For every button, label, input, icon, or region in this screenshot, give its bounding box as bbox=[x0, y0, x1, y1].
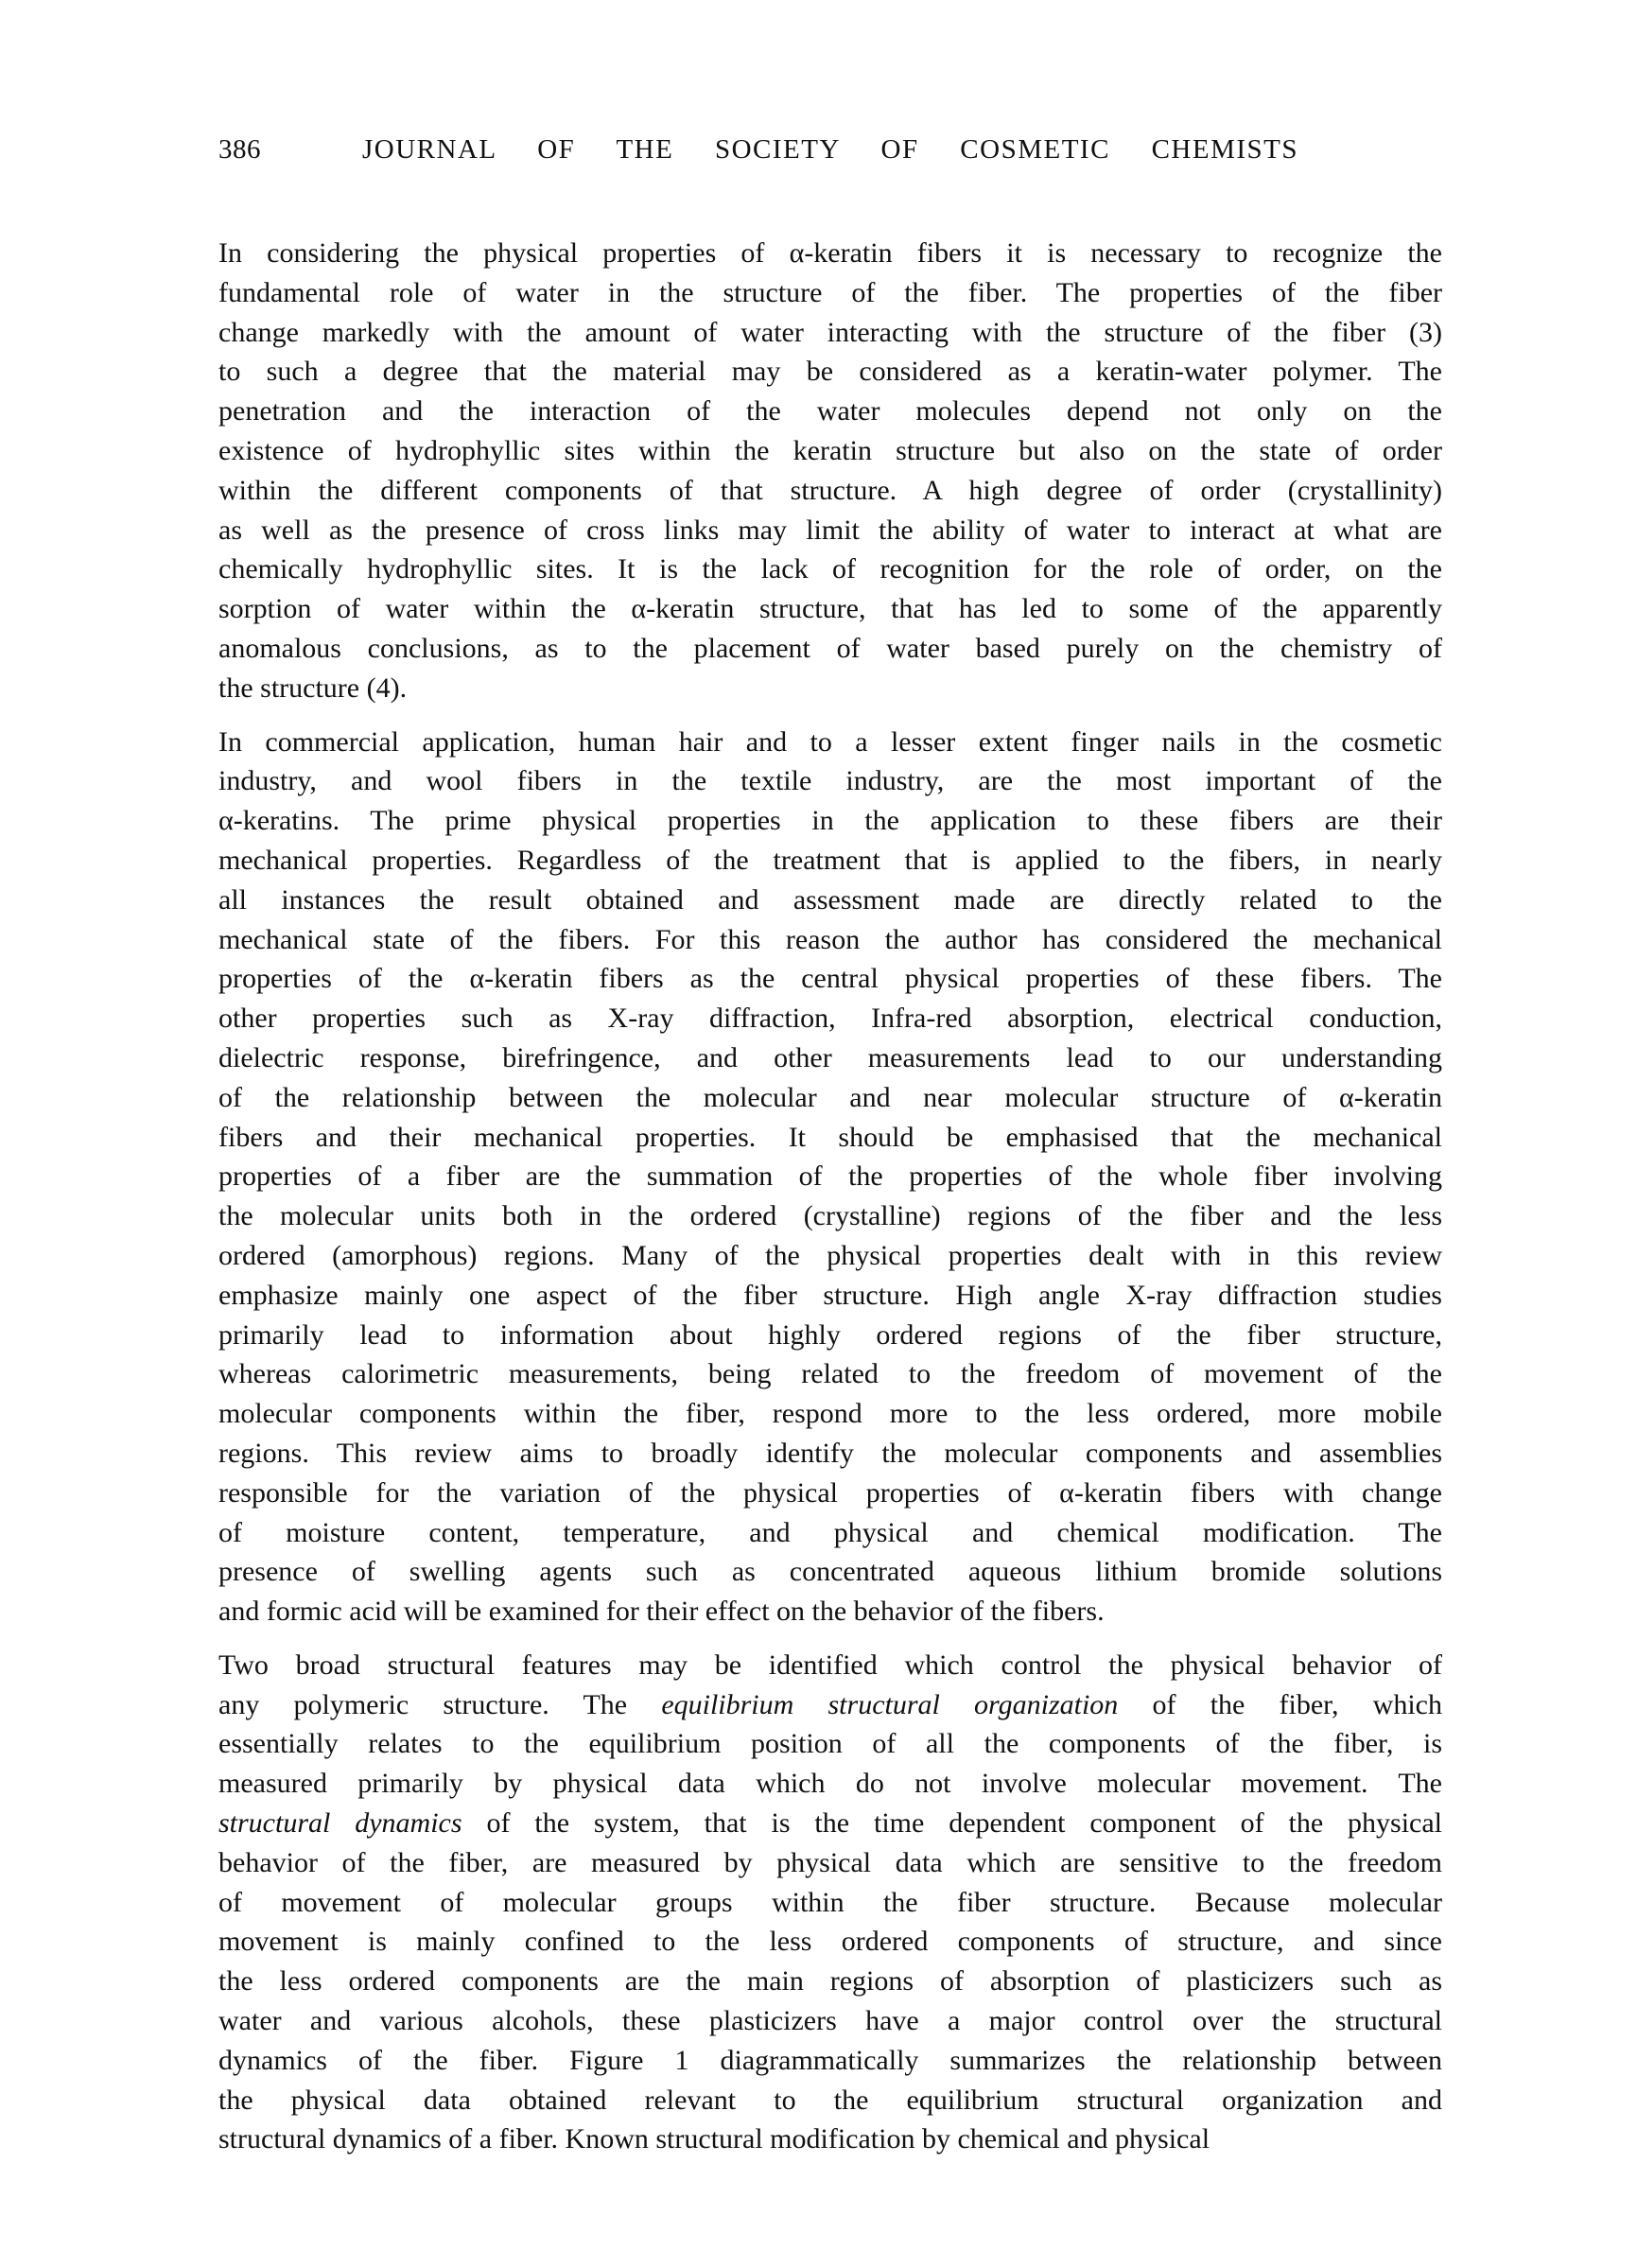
text-line: behavior of the fiber, are measured by physical data which are sensitive to the freedom bbox=[218, 1846, 1442, 1878]
text-line: the less ordered components are the main regions of absorption of plasticizers such as bbox=[218, 1965, 1442, 1998]
text-line: dielectric response, birefringence, and other measurements lead to our understanding bbox=[218, 1041, 1442, 1073]
italic-term: equilibrium structural organization bbox=[661, 1688, 1119, 1720]
text-line: properties of a fiber are the summation of the properties of the whole fiber involving bbox=[218, 1160, 1442, 1193]
text-line: change markedly with the amount of water interacting with the structure of the fiber (3) bbox=[218, 316, 1442, 348]
text-line: within the different components of that structure. A high degree of order (crystallinity) bbox=[218, 474, 1442, 506]
text-line: structural dynamics of a fiber. Known structural modification by chemical and physical bbox=[218, 2123, 1210, 2155]
paragraph bbox=[218, 234, 1442, 708]
text-line: water and various alcohols, these plasticizers have a major control over the structural bbox=[218, 2005, 1442, 2037]
text-line: ordered (amorphous) regions. Many of the physical properties dealt with in this review bbox=[218, 1239, 1442, 1271]
text-line: essentially relates to the equilibrium position of all the components of the fiber, is bbox=[218, 1728, 1442, 1760]
paragraph bbox=[218, 1646, 1442, 2159]
text-line: and formic acid will be examined for their effect on the behavior of the fibers. bbox=[218, 1596, 1105, 1628]
text-line: other properties such as X-ray diffraction, Infra-red absorption, electrical conduction, bbox=[218, 1003, 1442, 1035]
text-line: Two broad structural features may be identified which control the physical behavior of bbox=[218, 1649, 1442, 1681]
text-line: industry, and wool fibers in the textile industry, are the most important of the bbox=[218, 765, 1442, 797]
text-segment: any polymeric structure. The bbox=[218, 1688, 662, 1720]
text-line: penetration and the interaction of the water molecules depend not only on the bbox=[218, 395, 1442, 427]
text-line: emphasize mainly one aspect of the fiber structure. High angle X-ray diffraction studies bbox=[218, 1279, 1442, 1311]
text-line: all instances the result obtained and assessment made are directly related to the bbox=[218, 883, 1442, 916]
text-line: chemically hydrophyllic sites. It is the lack of recognition for the role of order, on the bbox=[218, 553, 1442, 585]
text-line: molecular components within the fiber, respond more to the less ordered, more mobile bbox=[218, 1398, 1442, 1430]
running-header bbox=[218, 129, 1299, 170]
text-line: presence of swelling agents such as concentrated aqueous lithium bromide solutions bbox=[218, 1556, 1442, 1588]
text-line: α-keratins. The prime physical properties in the application to these fibers are their bbox=[218, 805, 1442, 837]
text-line: existence of hydrophyllic sites within the keratin structure but also on the state of order bbox=[218, 434, 1442, 466]
text-line: sorption of water within the α-keratin structure, that has led to some of the apparently bbox=[218, 593, 1442, 625]
text-line: the physical data obtained relevant to the equilibrium structural organization and bbox=[218, 2084, 1442, 2116]
text-line: as well as the presence of cross links may limit the ability of water to interact at what are bbox=[218, 514, 1442, 546]
text-line: primarily lead to information about highly ordered regions of the fiber structure, bbox=[218, 1318, 1442, 1351]
text-line: dynamics of the fiber. Figure 1 diagrammatically summarizes the relationship between bbox=[218, 2044, 1442, 2076]
paragraph bbox=[218, 723, 1442, 1631]
text-line: mechanical state of the fibers. For this reason the author has considered the mechanical bbox=[218, 923, 1442, 955]
text-line: properties of the α-keratin fibers as the central physical properties of these fibers. The bbox=[218, 963, 1442, 995]
text-line: fundamental role of water in the structure of the fiber. The properties of the fiber bbox=[218, 276, 1442, 308]
text-line: anomalous conclusions, as to the placement of water based purely on the chemistry of bbox=[218, 632, 1442, 664]
italic-term: structural dynamics bbox=[218, 1807, 462, 1840]
text-line: of the relationship between the molecular and near molecular structure of α-keratin bbox=[218, 1081, 1442, 1113]
text-line: mechanical properties. Regardless of the treatment that is applied to the fibers, in nearly bbox=[218, 844, 1442, 876]
text-line: whereas calorimetric measurements, being related to the freedom of movement of the bbox=[218, 1358, 1442, 1390]
text-line: to such a degree that the material may be considered as a keratin-water polymer. The bbox=[218, 356, 1442, 388]
text-line: the molecular units both in the ordered (crystalline) regions of the fiber and the less bbox=[218, 1200, 1442, 1232]
text-segment: of the fiber, which bbox=[1118, 1688, 1442, 1720]
text-segment: of the system, that is the time dependent component of the physical bbox=[461, 1807, 1443, 1840]
text-line: measured primarily by physical data which do not involve molecular movement. The bbox=[218, 1768, 1442, 1800]
text-line bbox=[218, 1685, 1442, 1725]
text-line: movement is mainly confined to the less ordered components of structure, and since bbox=[218, 1926, 1442, 1958]
text-line bbox=[218, 1804, 1442, 1843]
text-line: In commercial application, human hair and to a lesser extent finger nails in the cosmetic bbox=[218, 725, 1442, 758]
text-line: fibers and their mechanical properties. It should be emphasised that the mechanical bbox=[218, 1121, 1442, 1153]
text-line: the structure (4). bbox=[218, 672, 408, 704]
body-text bbox=[218, 234, 1442, 2173]
text-line: regions. This review aims to broadly identify the molecular components and assemblies bbox=[218, 1437, 1442, 1469]
text-line: In considering the physical properties of α-keratin fibers it is necessary to recognize the bbox=[218, 237, 1442, 269]
text-line: of moisture content, temperature, and physical and chemical modification. The bbox=[218, 1516, 1442, 1548]
text-line: of movement of molecular groups within the fiber structure. Because molecular bbox=[218, 1886, 1442, 1918]
page-number: 386 bbox=[218, 134, 261, 165]
text-line: responsible for the variation of the physical properties of α-keratin fibers with change bbox=[218, 1476, 1442, 1509]
journal-title: JOURNAL OF THE SOCIETY OF COSMETIC CHEMISTS bbox=[362, 134, 1298, 165]
